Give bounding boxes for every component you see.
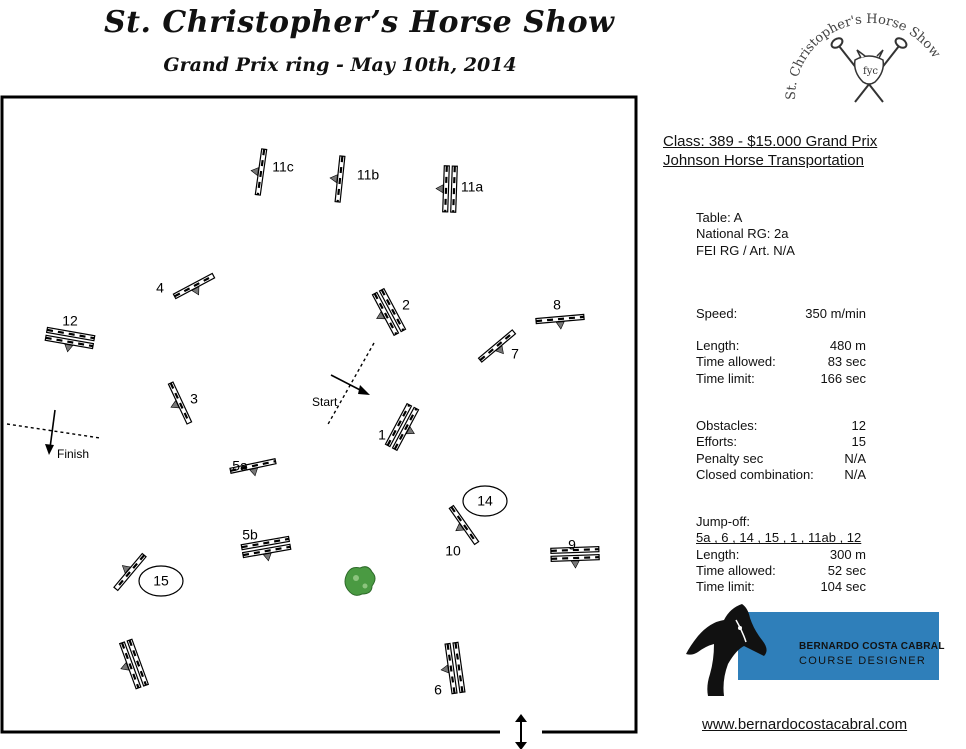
obstacle-label-6: 6 — [434, 681, 442, 698]
obstacle-label-3: 3 — [190, 390, 198, 407]
obstacle-label-4: 4 — [156, 279, 164, 296]
jumpoff-length-row: Length: 300 m — [696, 546, 866, 562]
table-type: Table: A — [696, 210, 743, 225]
class-title: Class: 389 - $15.000 Grand Prix — [663, 133, 878, 150]
obstacle-label-2: 2 — [402, 296, 410, 313]
obstacle-1 — [385, 404, 425, 454]
course-length-info — [696, 338, 866, 387]
time-allowed-row: Time allowed: 83 sec — [696, 354, 866, 370]
obstacle-label-5a: 5a — [232, 457, 248, 474]
page-subtitle: Grand Prix ring - May 10th, 2014 — [163, 54, 517, 76]
designer-role: COURSE DESIGNER — [799, 655, 927, 667]
table-info — [696, 210, 795, 259]
class-sponsor: Johnson Horse Transportation — [663, 152, 864, 169]
horse-head-logo-icon — [684, 600, 774, 698]
obstacle-11a — [435, 166, 457, 213]
obstacle-label-9: 9 — [568, 536, 576, 553]
finish-arrow-icon — [45, 410, 55, 455]
obstacle-label-11a: 11a — [460, 178, 484, 195]
jumpoff-info — [696, 514, 866, 595]
time-limit-row: Time limit: 166 sec — [696, 370, 866, 386]
obstacle-label-12: 12 — [62, 312, 78, 329]
obstacle-label-8: 8 — [553, 296, 561, 313]
jumpoff-circle-label-14: 14 — [477, 492, 493, 509]
start-label: Start — [312, 395, 338, 409]
fei-rg: FEI RG / Art. N/A — [696, 242, 795, 258]
jumpoff-time-limit-row: Time limit: 104 sec — [696, 579, 866, 595]
speed-info — [696, 306, 866, 322]
obstacle-label-7: 7 — [511, 345, 519, 362]
obstacle-3 — [162, 382, 192, 427]
obstacle-8 — [536, 314, 585, 331]
closed-combination-row: Closed combination: N/A — [696, 466, 866, 482]
obstacle-2 — [366, 289, 406, 339]
svg-text:fyc: fyc — [863, 66, 878, 77]
jumpoff-circle-label-15: 15 — [153, 572, 169, 589]
arena-border — [2, 97, 636, 732]
start-arrow-icon — [331, 375, 370, 395]
obstacle-12 — [44, 327, 95, 356]
gate-arrow-icon — [515, 714, 527, 749]
national-rg: National RG: 2a — [696, 226, 789, 242]
obstacle-4 — [173, 273, 218, 305]
page-title: St. Christopher’s Horse Show — [104, 5, 615, 40]
obstacle-11b — [328, 155, 345, 202]
logo-text: St. Christopher's Horse Show — [783, 11, 944, 101]
obstacle-label-11b: 11b — [356, 166, 380, 183]
obstacle-label-10: 10 — [445, 542, 461, 559]
efforts-row: Efforts: 15 — [696, 434, 866, 450]
jumpoff-time-allowed-row: Time allowed: 52 sec — [696, 562, 866, 578]
speed-row: Speed: 350 m/min — [696, 306, 866, 321]
obstacle-label-5b: 5b — [242, 526, 258, 543]
jumpoff-order: 5a , 6 , 14 , 15 , 1 , 11ab , 12 — [696, 530, 862, 546]
obstacle-label-1: 1 — [378, 426, 386, 443]
tree-icon — [345, 567, 375, 596]
finish-label: Finish — [57, 447, 90, 461]
obstacles-row: Obstacles: 12 — [696, 418, 866, 433]
obstacle-unlabeled-fence — [113, 639, 149, 691]
obstacle-11c — [248, 148, 267, 195]
designer-website-link[interactable]: www.bernardocostacabral.com — [702, 716, 908, 733]
obstacle-label-11c: 11c — [272, 158, 294, 175]
penalty-sec-row: Penalty sec N/A — [696, 450, 866, 466]
designer-name: BERNARDO COSTA CABRAL — [799, 641, 945, 652]
length-row: Length: 480 m — [696, 338, 866, 353]
obstacle-info — [696, 418, 866, 483]
jumpoff-title: Jump-off: — [696, 514, 750, 529]
